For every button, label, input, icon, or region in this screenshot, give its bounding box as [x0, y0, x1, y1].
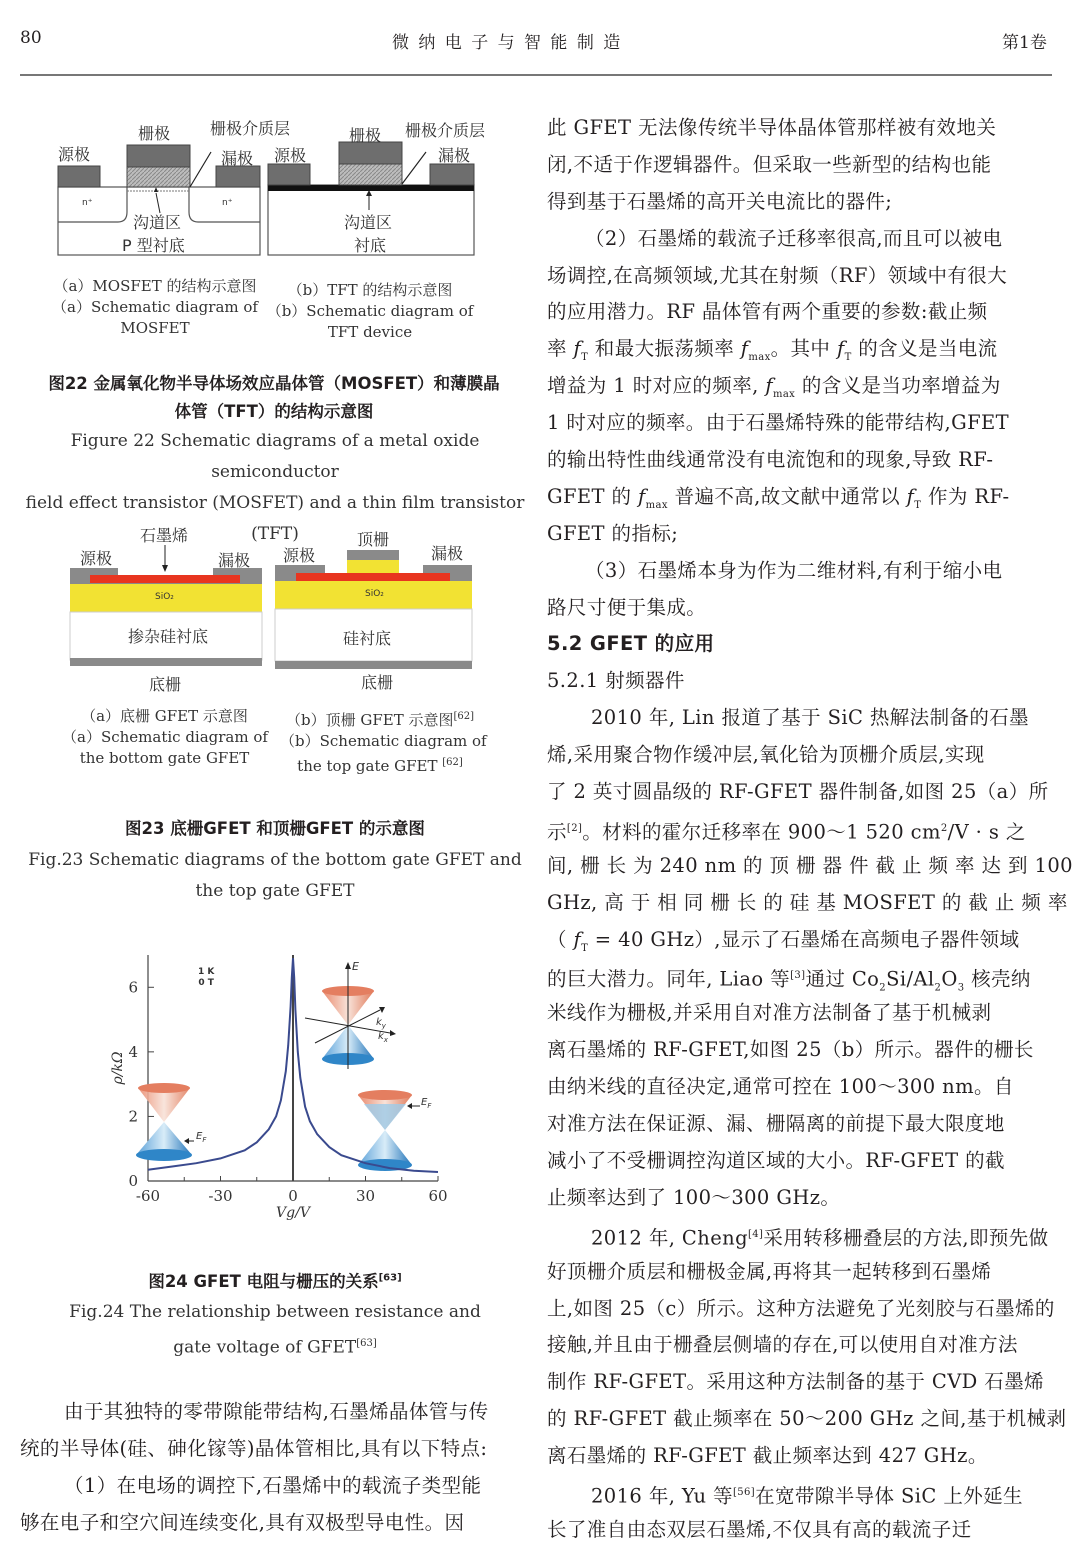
- tft-dielectric-label: 栅极介质层: [405, 121, 486, 140]
- right-line: GHz, 高 于 相 同 栅 长 的 硅 基 MOSFET 的 截 止 频 率: [547, 890, 1068, 914]
- right-line: （3）石墨烯本身为作为二维材料,有利于缩小电: [585, 558, 1003, 582]
- mosfet-channel-label: 沟道区: [133, 213, 182, 232]
- tft-gate-label: 栅极: [349, 126, 382, 145]
- y-axis-label: ρ/kΩ: [110, 1051, 126, 1085]
- right-line: 的 RF-GFET 截止频率在 50～200 GHz 之间,基于机械剥: [547, 1407, 1067, 1431]
- right-line: 减小了不受栅调控沟道区域的大小。RF-GFET 的截: [547, 1148, 1005, 1172]
- mosfet-n-left-label: n⁺: [82, 198, 93, 208]
- fig22a-caption-cn: （a）MOSFET 的结构示意图: [53, 277, 257, 295]
- inset-conditions: [198, 967, 214, 989]
- fig22-title-cn: [24, 370, 524, 426]
- fig23-diagrams: [0, 515, 530, 675]
- right-line: 对准方法在保证源、漏、栅隔离的前提下最大限度地: [547, 1112, 1005, 1136]
- gfet-b-substrate-label: 硅衬底: [343, 629, 392, 648]
- gfet-b-oxide-label: SiO₂: [365, 589, 384, 599]
- inset-temp-label: 1 K: [198, 967, 215, 977]
- fig22b-caption: [265, 280, 475, 343]
- right-line: GFET 的指标;: [547, 521, 679, 545]
- fig23a-caption-en2: the bottom gate GFET: [79, 749, 250, 767]
- right-line: 得到基于石墨烯的高开关电流比的器件;: [547, 189, 893, 213]
- x-tick-label: 30: [355, 1187, 376, 1205]
- right-line: 此 GFET 无法像传统半导体晶体管那样被有效地关: [547, 116, 997, 139]
- right-line: 间, 栅 长 为 240 nm 的 顶 栅 器 件 截 止 频 率 达 到 100: [547, 853, 1073, 877]
- left-line: 由于其独特的零带隙能带结构,石墨烯晶体管与传: [64, 1400, 489, 1423]
- inset-energy-axis-label: E: [352, 960, 359, 973]
- fig22-title-en-line1: Figure 22 Schematic diagrams of a metal oxide semiconductor: [70, 431, 480, 482]
- subsection-heading: 5.2.1 射频器件: [547, 669, 685, 693]
- fig23-title-en: [20, 845, 530, 907]
- inset-ef-left-label: $E_F$: [196, 1131, 207, 1144]
- right-line: 由纳米线的直径决定,通常可控在 100～300 nm。自: [547, 1075, 1014, 1099]
- right-line: 的巨大潜力。同年, Liao 等[3]通过 $Co_2Si/Al_2O_3$ 核壳纳: [547, 967, 1031, 994]
- fig22b-caption-en1: （b）Schematic diagram of: [266, 302, 474, 320]
- fig22-title-cn-line1: 图22 金属氧化物半导体场效应晶体管（MOSFET）和薄膜晶: [48, 374, 500, 393]
- right-line: 长了准自由态双层石墨烯,不仅具有高的载流子迁: [547, 1517, 972, 1541]
- gfet-a-bottom-gate-label: 底栅: [149, 675, 182, 694]
- x-axis-label: Vg/V: [276, 1205, 310, 1221]
- right-line: 接触,并且由于栅叠层侧墙的存在,可以使用自对准方法: [547, 1333, 1018, 1357]
- dirac-cone-lower-right: [358, 1090, 420, 1171]
- figure-23: [0, 515, 530, 775]
- fig22a-caption-en2: MOSFET: [120, 319, 190, 337]
- right-line: GFET 的 $f_{max}$ 普遍不高,故文献中通常以 $f_T$ 作为 RF-: [547, 484, 1010, 511]
- right-line: 米线作为栅极,并采用自对准方法制备了基于机械剥: [547, 1001, 992, 1025]
- x-tick-label: -30: [208, 1187, 233, 1205]
- fig23a-caption-cn: （a）底栅 GFET 示意图: [81, 707, 248, 725]
- volume-label: 第1卷: [1002, 33, 1047, 53]
- mosfet-dielectric-label: 栅极介质层: [210, 119, 291, 138]
- right-body-text: [547, 110, 1073, 1549]
- y-tick-label: 0: [128, 1172, 138, 1190]
- fig22a-caption-en1: （a）Schematic diagram of: [52, 298, 258, 316]
- tft-channel-label: 沟道区: [344, 213, 393, 232]
- gfet-b-drain-label: 漏极: [431, 544, 464, 563]
- fig23a-caption-en1: （a）Schematic diagram of: [62, 728, 268, 746]
- right-line: 场调控,在高频领域,尤其在射频（RF）领域中有很大: [547, 263, 1008, 287]
- right-line: 止频率达到了 100～300 GHz。: [547, 1185, 841, 1209]
- right-line: 了 2 英寸圆晶级的 RF-GFET 器件制备,如图 25（a）所: [547, 780, 1049, 804]
- left-line: （1）在电场的调控下,石墨烯中的载流子类型能: [64, 1473, 482, 1497]
- fig24-title-en-line1: Fig.24 The relationship between resistance and: [69, 1302, 481, 1322]
- right-line: 增益为 1 时对应的频率, $f_{max}$ 的含义是当功率增益为: [547, 374, 1001, 401]
- inset-ef-right-label: $E_F$: [421, 1097, 432, 1110]
- right-line: 率 $f_T$ 和最大振荡频率 $f_{max}$。其中 $f_T$ 的含义是当电流: [547, 337, 998, 364]
- right-line: 的应用潜力。RF 晶体管有两个重要的参数:截止频: [547, 300, 988, 324]
- right-line: 烯,采用聚合物作缓冲层,氧化铪为顶栅介质层,实现: [547, 743, 985, 767]
- fig23b-caption-en-ref: [62]: [442, 757, 463, 768]
- right-line: 离石墨烯的 RF-GFET,如图 25（b）所示。器件的栅长: [547, 1038, 1034, 1062]
- fig24-chart: [100, 945, 470, 1235]
- mosfet-gate-label: 栅极: [138, 124, 171, 143]
- tft-drain-label: 漏极: [438, 146, 471, 165]
- right-line: 的输出特性曲线通常没有电流饱和的现象,导致 RF-: [547, 448, 994, 472]
- mosfet-n-right-label: n⁺: [222, 198, 233, 208]
- dirac-cone-left: [136, 1083, 194, 1161]
- left-line: 统的半导体(硅、砷化镓等)晶体管相比,具有以下特点:: [20, 1436, 488, 1460]
- gfet-a-graphene-label: 石墨烯: [140, 526, 189, 545]
- inset-kx-label: $k_x$: [378, 1031, 388, 1044]
- y-tick-label: 6: [128, 978, 138, 997]
- fig24-title-cn-ref: [63]: [378, 1272, 402, 1284]
- mosfet-substrate-label: P 型衬底: [122, 236, 185, 255]
- right-line: 2012 年, Cheng[4]采用转移栅叠层的方法,即预先做: [591, 1226, 1049, 1250]
- mosfet-drain-label: 漏极: [221, 149, 254, 168]
- fig24-title-cn: 图24 GFET 电阻与栅压的关系[63]: [148, 1272, 402, 1291]
- right-line: 上,如图 25（c）所示。这种方法避免了光刻胶与石墨烯的: [547, 1296, 1055, 1320]
- gfet-a-substrate-label: 掺杂硅衬底: [128, 627, 209, 646]
- right-line: 1 时对应的频率。由于石墨烯特殊的能带结构,GFET: [547, 411, 1010, 435]
- tft-substrate-label: 衬底: [354, 236, 387, 255]
- fig23b-caption: [280, 706, 487, 777]
- gfet-b-bottom-gate-label: 底栅: [361, 673, 394, 692]
- right-line: 好顶栅介质层和栅极金属,再将其一起转移到石墨烯: [547, 1259, 992, 1283]
- tft-source-label: 源极: [274, 146, 307, 165]
- gfet-b-top-gate-label: 顶栅: [357, 530, 390, 549]
- right-line: 2016 年, Yu 等[56]在宽带隙半导体 SiC 上外延生: [591, 1484, 1023, 1508]
- fig22b-caption-cn: （b）TFT 的结构示意图: [287, 281, 453, 299]
- gfet-a-oxide-label: SiO₂: [155, 592, 174, 602]
- right-line: （ $f_T = 40$ GHz）,显示了石墨烯在高频电子器件领域: [547, 927, 1020, 954]
- left-body-text: [20, 1394, 489, 1542]
- fig23b-caption-en2: the top gate GFET: [297, 757, 438, 775]
- fig23b-caption-cn-ref: [62]: [453, 711, 474, 722]
- top-gate-gfet-diagram: [275, 550, 472, 669]
- right-line: 路尺寸便于集成。: [547, 595, 707, 619]
- x-tick-label: 60: [428, 1187, 448, 1205]
- gfet-a-source-label: 源极: [80, 549, 113, 568]
- fig22-title-cn-line2: 体管（TFT）的结构示意图: [174, 402, 374, 421]
- fig23b-caption-cn: （b）顶栅 GFET 示意图: [285, 711, 454, 729]
- inset-ky-label: $k_y$: [376, 1017, 386, 1030]
- fig22a-caption: [40, 276, 270, 339]
- page-number: 80: [20, 28, 42, 48]
- right-line: （2）石墨烯的载流子迁移率很高,而且可以被电: [585, 226, 1003, 250]
- y-tick-label: 4: [128, 1042, 138, 1061]
- section-heading: 5.2 GFET 的应用: [547, 632, 715, 656]
- inset-field-label: 0 T: [198, 978, 214, 988]
- gfet-a-drain-label: 漏极: [218, 551, 251, 570]
- right-line: 制作 RF-GFET。采用这种方法制备的基于 CVD 石墨烯: [547, 1370, 1045, 1394]
- fig22b-caption-en2: TFT device: [327, 323, 413, 341]
- mosfet-source-label: 源极: [58, 145, 91, 164]
- fig24-title-en-line2: gate voltage of GFET: [173, 1337, 357, 1358]
- fig23a-caption: [62, 706, 267, 769]
- fig23-title-cn: 图23 底栅GFET 和顶栅GFET 的示意图: [125, 819, 425, 838]
- right-line: 2010 年, Lin 报道了基于 SiC 热解法制备的石墨: [591, 706, 1030, 730]
- fig24-title-en: [20, 1297, 530, 1364]
- band-structure-insets: [136, 962, 420, 1171]
- fig23-title-en-line1: Fig.23 Schematic diagrams of the bottom gate GFET and: [28, 850, 522, 870]
- header-rule: [20, 74, 1052, 76]
- x-tick-label: 0: [288, 1187, 298, 1205]
- left-line: 够在电子和空穴间连续变化,具有双极型导电性。因: [20, 1510, 465, 1534]
- gfet-b-source-label: 源极: [283, 546, 316, 565]
- y-tick-label: 2: [128, 1107, 138, 1126]
- fig23-title-en-line2: the top gate GFET: [195, 881, 355, 901]
- right-line: 离石墨烯的 RF-GFET 截止频率达到 427 GHz。: [547, 1444, 988, 1468]
- right-line: 示[2]。材料的霍尔迁移率在 900～1 520 $cm^2/V \cdot s$ 之: [547, 820, 1026, 844]
- fig24-title-en-ref: [63]: [356, 1338, 377, 1349]
- dirac-cone-upper-right: [305, 962, 396, 1069]
- fig23b-caption-en1: （b）Schematic diagram of: [280, 732, 487, 750]
- journal-title: 微 纳 电 子 与 智 能 制 造: [392, 33, 623, 53]
- right-line: 闭,不适于作逻辑器件。但采取一些新型的结构也能: [547, 152, 992, 176]
- fig22-title-en-line2: field effect transistor (MOSFET) and a thin film transistor (TFT): [25, 493, 525, 544]
- x-tick-label: -60: [135, 1187, 161, 1205]
